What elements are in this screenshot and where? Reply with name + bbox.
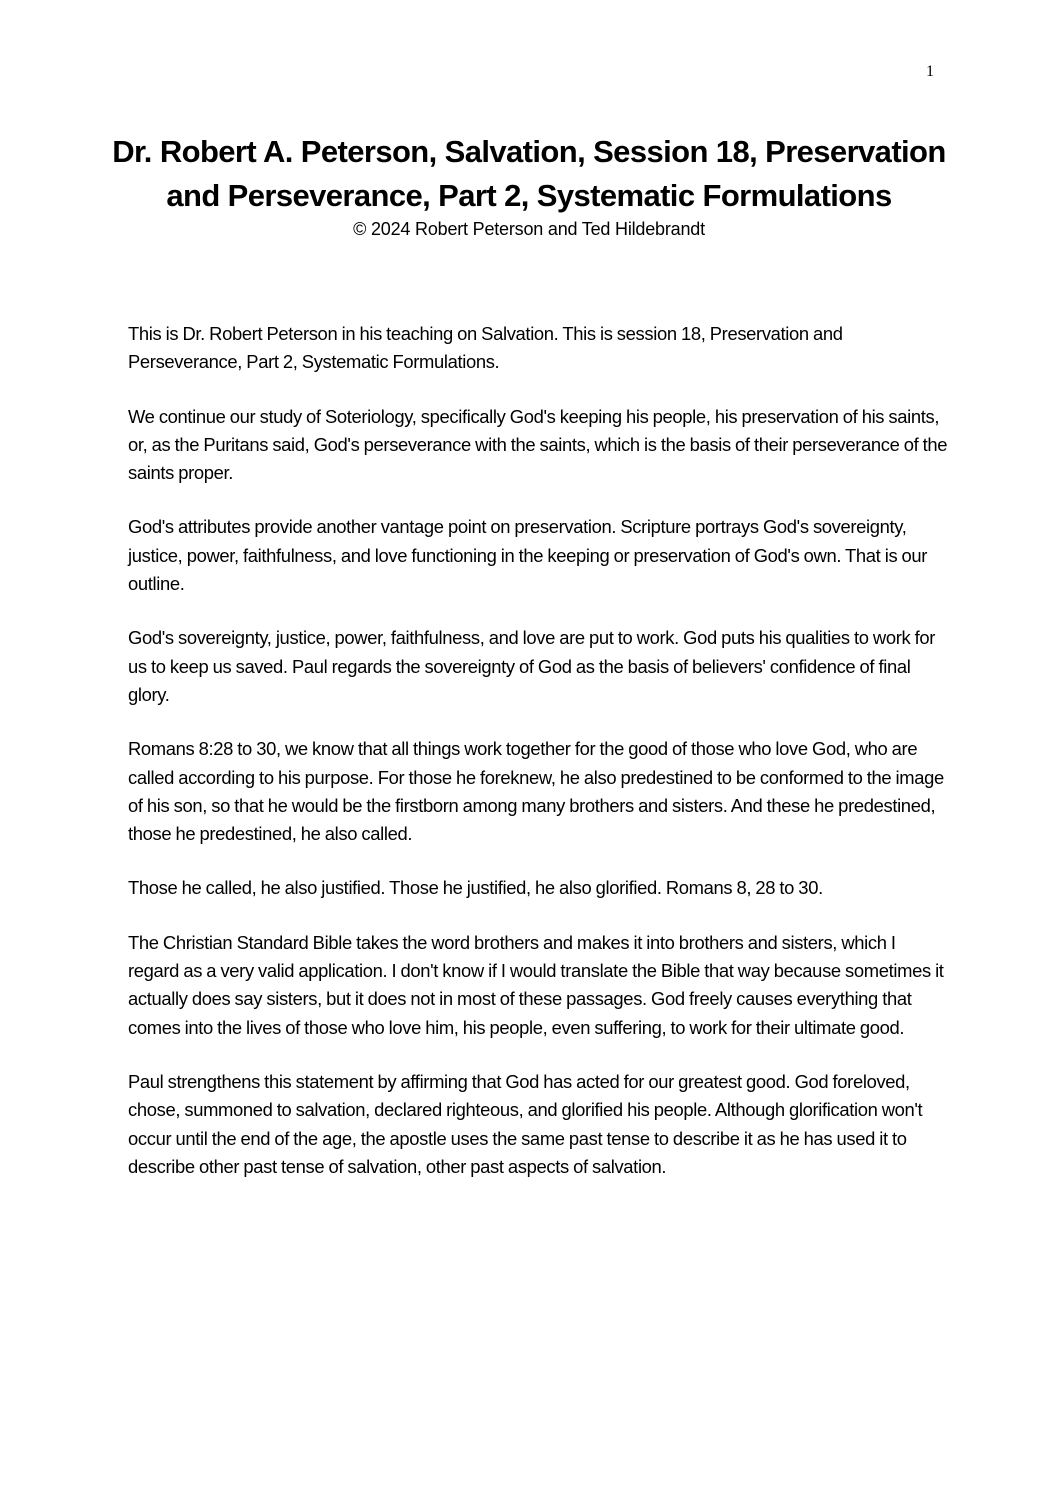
page-number: 1	[926, 63, 934, 80]
paragraph-paul-strengthens: Paul strengthens this statement by affirming that God has acted for our greatest good. God foreloved, chose, summoned to salvation, declared righteous, and glorified his people. Although glorification won't occur until the end of the age, the apostle uses the same past tense to describe it as he has used it to describe other past tense of salvation, other past aspects of salvation.	[128, 1070, 923, 1177]
paragraph-attributes: God's attributes provide another vantage point on preservation. Scripture portrays God's sovereignty, justice, power, faithfulness, and love functioning in the keeping or preservation of God's own. That is our outline.	[128, 516, 928, 595]
document-header	[110, 130, 948, 242]
paragraph-intro: This is Dr. Robert Peterson in his teaching on Salvation. This is session 18, Preservation and Perseverance, Part 2, Systematic Formulations.	[128, 323, 843, 373]
paragraph-romans-continued: Those he called, he also justified. Those he justified, he also glorified. Romans 8, 28 to 30.	[128, 877, 823, 899]
paragraph-soteriology: We continue our study of Soteriology, specifically God's keeping his people, his preservation of his saints, or, as the Puritans said, God's perseverance with the saints, which is the basis of their perseverance of the saints proper.	[128, 405, 948, 484]
paragraph-romans-quote: Romans 8:28 to 30, we know that all things work together for the good of those who love God, who are called according to his purpose. For those he foreknew, he also predestined to be conformed to the image of his son, so that he would be the firstborn among many brothers and sisters. And these he predestined, those he predestined, he also called.	[128, 738, 944, 845]
paragraph-csb-translation: The Christian Standard Bible takes the word brothers and makes it into brothers and sisters, which I regard as a very valid application. I don't know if I would translate the Bible that way because sometimes it actually does say sisters, but it does not in most of these passages. God freely causes everything that comes into the lives of those who love him, his people, even suffering, to work for their ultimate good.	[128, 931, 944, 1038]
document-title: Dr. Robert A. Peterson, Salvation, Session 18, Preservation and Perseverance, Part 2, Systematic Formulations	[112, 134, 946, 213]
paragraph-sovereignty: God's sovereignty, justice, power, faithfulness, and love are put to work. God puts his qualities to work for us to keep us saved. Paul regards the sovereignty of God as the basis of believers' confidence of final glory.	[128, 627, 936, 705]
copyright-line: © 2024 Robert Peterson and Ted Hildebrandt	[353, 219, 705, 239]
document-body	[128, 320, 948, 1207]
